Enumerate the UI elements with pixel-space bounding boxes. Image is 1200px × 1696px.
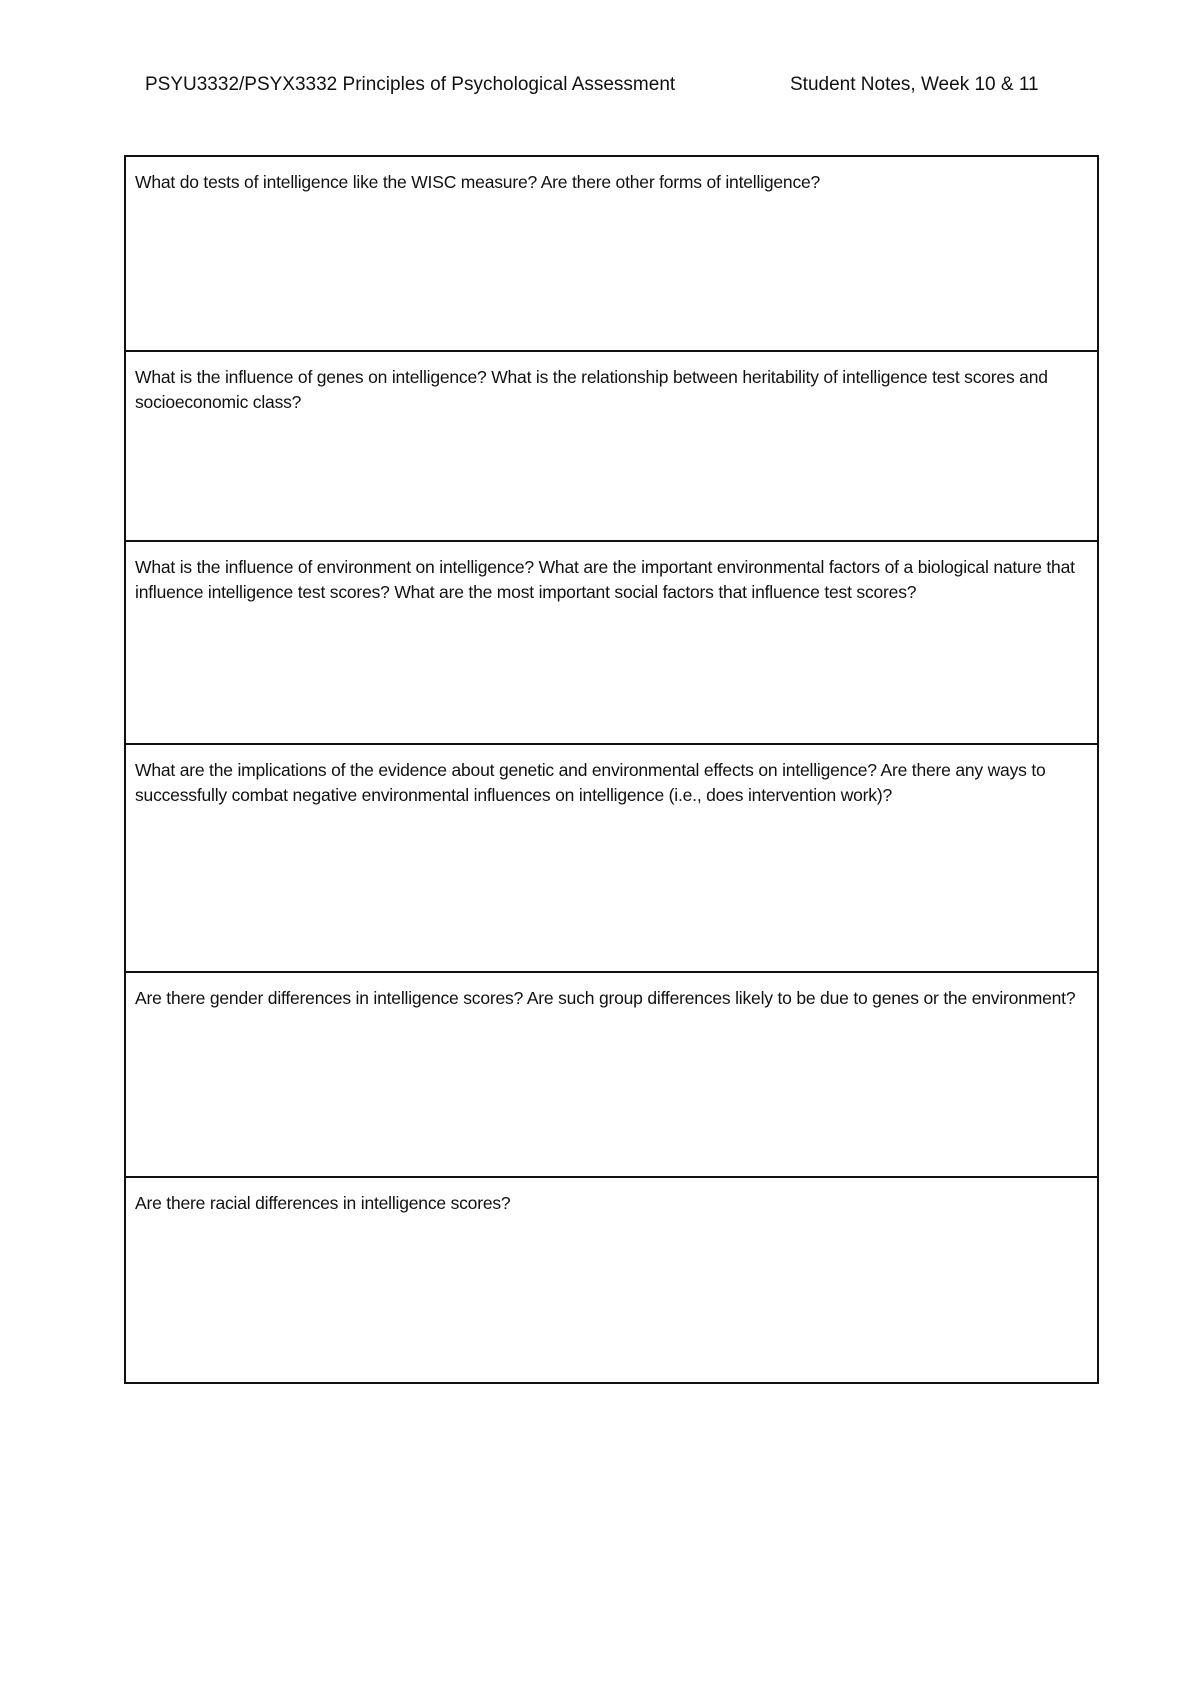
question-text: What do tests of intelligence like the WISC measure? Are there other forms of intelligence?: [135, 172, 821, 192]
notes-row: [126, 352, 1097, 542]
question-text: Are there racial differences in intelligence scores?: [135, 1193, 511, 1213]
page-header: [145, 74, 1060, 100]
notes-label: Student Notes, Week 10 & 11: [790, 74, 1039, 95]
question-text: What is the influence of environment on intelligence? What are the important environmental factors of a biological nature that influence intelligence test scores? What are the most important social factors that influence test scores?: [135, 557, 1075, 602]
question-text: What is the influence of genes on intelligence? What is the relationship between heritability of intelligence test scores and socioeconomic class?: [135, 367, 1048, 412]
notes-row: [126, 157, 1097, 352]
notes-row: [126, 542, 1097, 745]
notes-row: [126, 973, 1097, 1178]
notes-row: [126, 1178, 1097, 1384]
question-text: Are there gender differences in intelligence scores? Are such group differences likely to be due to genes or the environment?: [135, 988, 1076, 1008]
course-title: PSYU3332/PSYX3332 Principles of Psychological Assessment: [145, 74, 676, 95]
notes-table: [124, 155, 1099, 1384]
question-text: What are the implications of the evidence about genetic and environmental effects on intelligence? Are there any ways to successfully combat negative environmental influences on intelligence (i.e., does intervention work)?: [135, 760, 1046, 805]
notes-row: [126, 745, 1097, 973]
